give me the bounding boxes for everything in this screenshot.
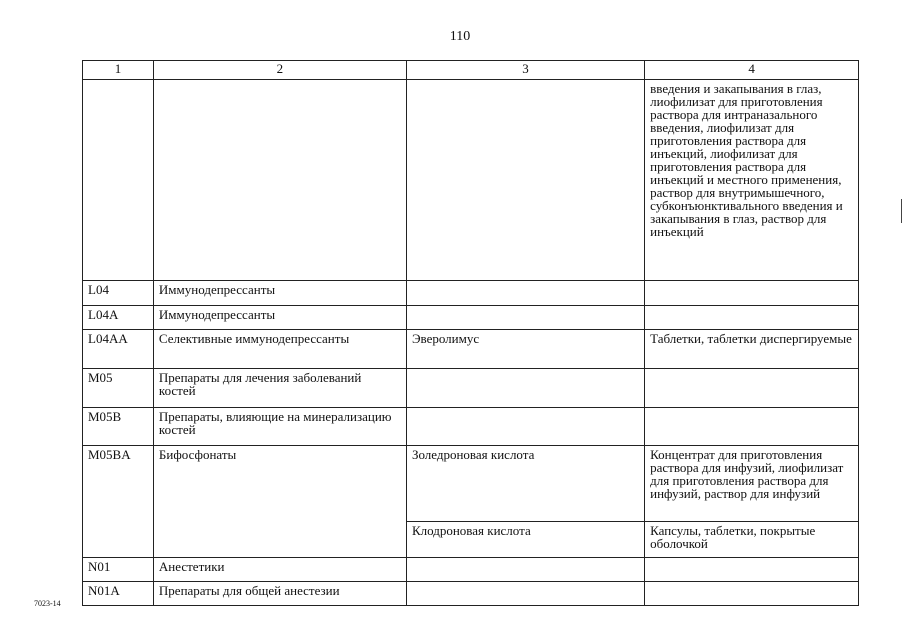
table-row: [83, 330, 859, 369]
dosage-form-cell: [645, 582, 859, 606]
scan-edge-mark: [901, 199, 902, 223]
header-cell-3: 3: [406, 61, 644, 80]
group-name-cell: Препараты, влияющие на минерализацию костей: [153, 408, 406, 446]
atc-code-cell: [83, 80, 154, 281]
substance-cell: Эверолимус: [406, 330, 644, 369]
substance-cell: [406, 582, 644, 606]
header-cell-4: 4: [645, 61, 859, 80]
table-row: [83, 408, 859, 446]
substance-cell: Золедроновая кислота: [406, 446, 644, 522]
atc-code-cell: M05: [83, 369, 154, 408]
table-header-row: [83, 61, 859, 80]
group-name-cell: [153, 80, 406, 281]
atc-code-cell: L04: [83, 281, 154, 306]
atc-code-cell: M05BA: [83, 446, 154, 558]
footer-code: 7023-14: [34, 599, 61, 608]
group-name-cell: Препараты для общей анестезии: [153, 582, 406, 606]
table-row: [83, 281, 859, 306]
header-cell-1: 1: [83, 61, 154, 80]
header-cell-2: 2: [153, 61, 406, 80]
dosage-form-cell: Концентрат для приготовления раствора для инфузий, лиофилизат для приготовления раствора для инфузий, раствор для инфузий: [645, 446, 859, 522]
table-row: [83, 306, 859, 330]
group-name-cell: Иммунодепрессанты: [153, 306, 406, 330]
atc-code-cell: N01A: [83, 582, 154, 606]
atc-code-cell: L04A: [83, 306, 154, 330]
substance-cell: Клодроновая кислота: [406, 522, 644, 558]
table-row: [83, 369, 859, 408]
table-row: [83, 558, 859, 582]
group-name-cell: Анестетики: [153, 558, 406, 582]
atc-code-cell: M05B: [83, 408, 154, 446]
table-row: [83, 80, 859, 281]
substance-cell: [406, 306, 644, 330]
substance-cell: [406, 408, 644, 446]
dosage-form-cell: Таблетки, таблетки диспергируемые: [645, 330, 859, 369]
substance-cell: [406, 80, 644, 281]
dosage-form-cell: Капсулы, таблетки, покрытые оболочкой: [645, 522, 859, 558]
dosage-form-cell: [645, 281, 859, 306]
atc-code-cell: L04AA: [83, 330, 154, 369]
group-name-cell: Иммунодепрессанты: [153, 281, 406, 306]
dosage-form-cell: [645, 408, 859, 446]
drug-table: [82, 60, 859, 606]
atc-code-cell: N01: [83, 558, 154, 582]
dosage-form-cell: [645, 369, 859, 408]
group-name-cell: Препараты для лечения заболеваний костей: [153, 369, 406, 408]
dosage-form-cell: введения и закапывания в глаз, лиофилизат для приготовления раствора для интраназального введения, лиофилизат для приготовления раствора для инъекций, лиофилизат для приготовления раствора для инъекций и местного применения, раствор для внутримышечного, субконъюнктивального введения и закапывания в глаз, раствор для инъекций: [645, 80, 859, 281]
dosage-form-cell: [645, 306, 859, 330]
dosage-form-cell: [645, 558, 859, 582]
table-row: [83, 446, 859, 522]
substance-cell: [406, 281, 644, 306]
group-name-cell: Бифосфонаты: [153, 446, 406, 558]
page-number: 110: [449, 29, 471, 44]
group-name-cell: Селективные иммунодепрессанты: [153, 330, 406, 369]
substance-cell: [406, 369, 644, 408]
table-row: [83, 582, 859, 606]
substance-cell: [406, 558, 644, 582]
